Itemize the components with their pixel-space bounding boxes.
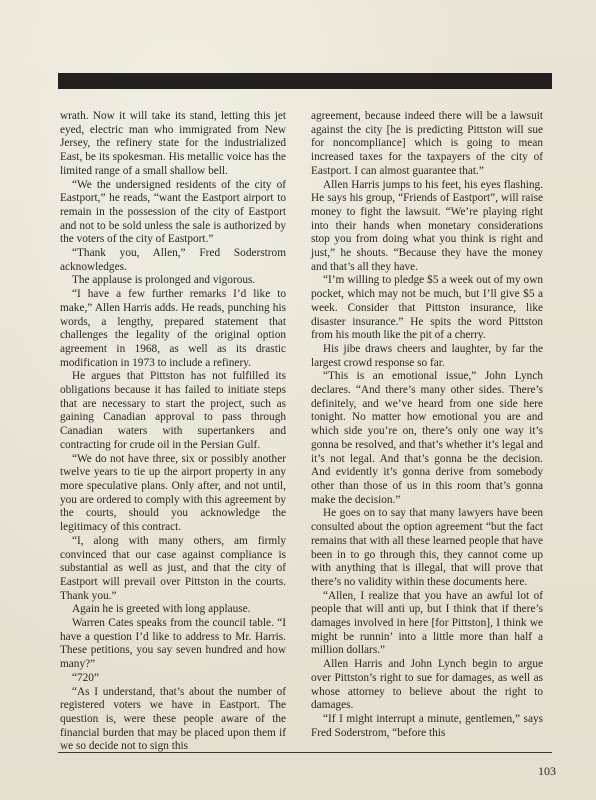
paragraph: “Allen, I realize that you have an awful lot of people that will anti up, but I think that if there’s damages involved in here [for Pittston], I think we might be runnin’ into a little more than half a million dollars.” (311, 589, 543, 657)
paragraph: “I have a few further remarks I’d like to make,” Allen Harris adds. He reads, punching his words, a lengthy, prepared statement that challenges the legality of the original option agreement in 1968, as well as its drastic modification in 1973 to include a refinery. (60, 288, 286, 369)
paragraph: “Thank you, Allen,” Fred Soderstrom acknowledges. (60, 247, 286, 273)
paragraph: Warren Cates speaks from the council table. “I have a question I’d like to address to Mr. Harris. These petitions, you say seven hundred and how many?” (60, 617, 286, 671)
paragraph: He goes on to say that many lawyers have been consulted about the option agreement “but the fact remains that with all these learned people that have been in to go through this, they cannot come up with anything that is illegal, that will prove that there’s no validity within these documents here. (311, 507, 543, 588)
paragraph: Allen Harris jumps to his feet, his eyes flashing. He says his group, “Friends of Eastport”, will raise money to fight the lawsuit. “We’re playing right into their hands when monetary considerations stop you from doing what you think is right and just,” he shouts. “Because they have the money and that’s all they have. (311, 178, 543, 273)
paragraph: “We do not have three, six or possibly another twelve years to tie up the airport property in any more speculative plans. Only after, and not until, you are ordered to comply with this agreement by the courts, should you acknowledge the legitimacy of this contract. (60, 452, 286, 534)
paragraph: agreement, because indeed there will be a lawsuit against the city [he is predicting Pittston will sue for noncompliance] which is going to mean increased taxes for the taxpayers of the city of Eastport. I can almost guarantee that.” (311, 110, 543, 177)
header-bar (58, 73, 552, 89)
paragraph: wrath. Now it will take its stand, letting this jet eyed, electric man who immigrated from New Jersey, the refinery state for the industrialized East, be its spokesman. His metallic voice has the limited range of a small shallow bell. (60, 110, 286, 177)
paragraph: “As I understand, that’s about the number of registered voters we have in Eastport. The question is, were these people aware of the financial burden that may be placed upon them if we so decide not to sign this (60, 685, 286, 753)
paragraph: Again he is greeted with long applause. (72, 603, 251, 616)
page-number: 103 (538, 764, 556, 778)
paragraph: His jibe draws cheers and laughter, by far the largest crowd response so far. (311, 342, 543, 369)
paragraph: “I, along with many others, am firmly convinced that our case against compliance is substantial as well as just, and that the city of Eastport will prevail over Pittston in the courts. Thank you.” (60, 534, 286, 602)
text-column-left (60, 110, 286, 753)
paragraph: “If I might interrupt a minute, gentlemen,” says Fred Soderstrom, “before this (311, 712, 543, 739)
paragraph: “We the undersigned residents of the city of Eastport,” he reads, “want the Eastport airport to remain in the possession of the city of Eastport and not to be sold unless the sale is authorized by the voters of the city of Eastport.” (60, 178, 286, 246)
text-column-right (311, 110, 543, 746)
paragraph: “720” (72, 671, 99, 684)
footer-rule (58, 752, 552, 753)
paragraph: “I’m willing to pledge $5 a week out of my own pocket, which may not be much, but I’ll give $5 a week. Consider that Pittston insurance, like disaster insurance.” He spits the word Pittston from his mouth like the pit of a cherry. (311, 274, 543, 342)
paragraph: The applause is prolonged and vigorous. (72, 274, 256, 287)
paragraph: Allen Harris and John Lynch begin to argue over Pittston’s right to sue for damages, as well as whose attorney to believe about the right to damages. (311, 658, 543, 712)
paragraph: He argues that Pittston has not fulfilled its obligations because it has failed to initiate steps that are necessary to start the project, such as gaining Canadian approval to pass through Canadian waters with supertankers and contracting for crude oil in the Persian Gulf. (60, 370, 286, 451)
paragraph: “This is an emotional issue,” John Lynch declares. “And there’s many other sides. There’s definitely, and we’ve heard from one side here tonight. No matter how emotional you are and which side you’re on, there’s only one way it’s gonna be resolved, and that’s whether it’s legal and it’s not legal. And that’s gonna be the decision. And evidently it’s gonna derive from somebody other than those of us in this room that’s gonna make the decision.” (311, 370, 543, 506)
